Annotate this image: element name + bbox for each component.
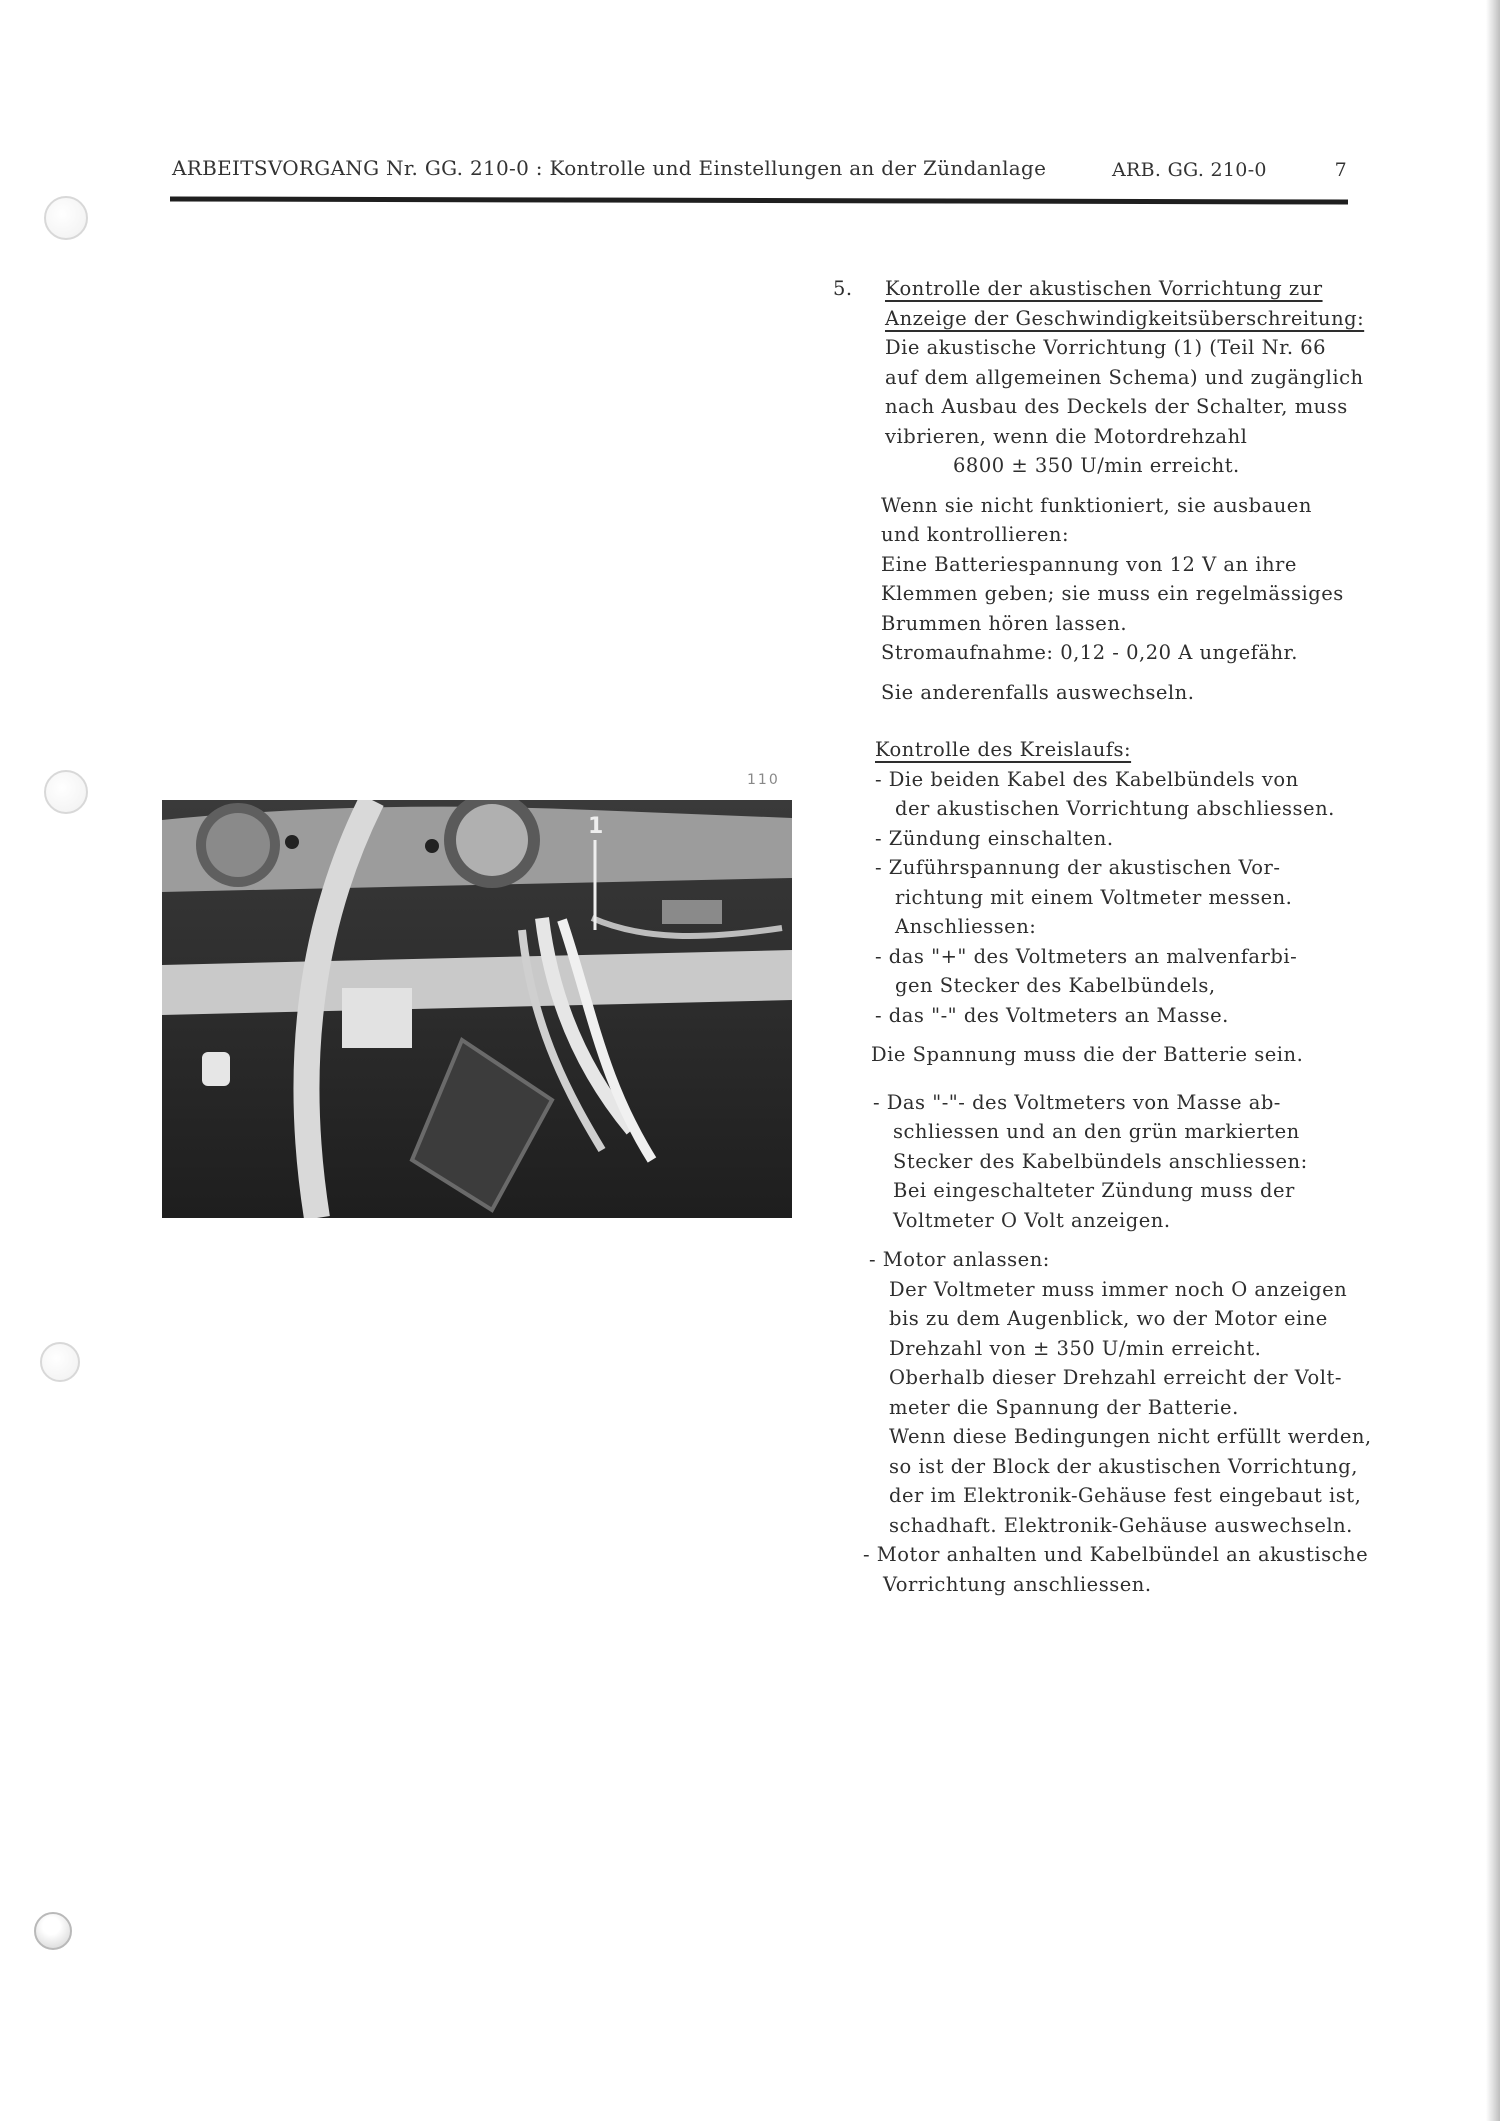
circuit-line: Anschliessen: [895,915,1037,938]
section-heading-line-2: Anzeige der Geschwindigkeitsüberschreitung: [885,306,1365,330]
disconnect-line: Voltmeter O Volt anzeigen. [893,1208,1171,1232]
page-header [172,156,1347,188]
replace-line: Sie anderenfalls auswechseln. [881,680,1195,704]
final-line: - Motor anhalten und Kabelbündel an akustische [863,1543,1369,1566]
start-line: Der Voltmeter muss immer noch O anzeigen [889,1277,1348,1301]
start-line: meter die Spannung der Batterie. [889,1395,1239,1419]
page-edge-shadow [1486,0,1500,2121]
check-line: Wenn sie nicht funktioniert, sie ausbauen [881,493,1312,517]
figure-callout-1: 1 [588,814,604,839]
circuit-heading: Kontrolle des Kreislaufs: [875,738,1132,761]
header-reference: ARB. GG. 210-0 [1112,159,1267,181]
circuit-line: der akustischen Vorrichtung abschliessen. [895,797,1335,820]
final-line: Vorrichtung anschliessen. [883,1572,1152,1596]
voltage-line: Die Spannung muss die der Batterie sein. [871,1043,1304,1066]
circuit-line: gen Stecker des Kabelbündels, [895,974,1216,997]
start-line: Oberhalb dieser Drehzahl erreicht der Volt- [889,1366,1342,1389]
check-line: Klemmen geben; sie muss ein regelmässiges [881,582,1344,605]
circuit-line: - Die beiden Kabel des Kabelbündels von [875,767,1299,791]
disconnect-line: Stecker des Kabelbündels anschliessen: [893,1149,1308,1173]
disconnect-line: schliessen und an den grün markierten [893,1120,1300,1143]
circuit-line: - Zuführspannung der akustischen Vor- [875,856,1281,879]
start-line: der im Elektronik-Gehäuse fest eingebaut ist, [889,1484,1362,1507]
punch-hole-1 [44,196,88,240]
punch-hole-4 [34,1912,72,1950]
intro-line: nach Ausbau des Deckels der Schalter, muss [885,395,1348,418]
intro-line: vibrieren, wenn die Motordrehzahl [885,424,1248,448]
figure-label: 110 [747,772,780,788]
circuit-line: richtung mit einem Voltmeter messen. [895,885,1293,909]
intro-line: Die akustische Vorrichtung (1) (Teil Nr. 66 [885,336,1327,359]
punch-hole-3 [40,1342,80,1382]
intro-line: auf dem allgemeinen Schema) und zugänglich [885,365,1364,389]
dashboard-photo [162,800,792,1218]
section-number: 5. [833,277,853,300]
disconnect-line: - Das "-"- des Voltmeters von Masse ab- [873,1090,1281,1114]
rpm-line: 6800 ± 350 U/min erreicht. [953,454,1240,477]
check-line: Stromaufnahme: 0,12 - 0,20 A ungefähr. [881,641,1298,664]
circuit-line: - Zündung einschalten. [875,826,1114,850]
start-line: - Motor anlassen: [869,1248,1050,1271]
start-line: Wenn diese Bedingungen nicht erfüllt werden, [889,1425,1372,1448]
page-number: 7 [1334,159,1347,181]
disconnect-line: Bei eingeschalteter Zündung muss der [893,1179,1295,1202]
circuit-line: - das "+" des Voltmeters an malvenfarbi- [875,944,1298,968]
start-line: schadhaft. Elektronik-Gehäuse auswechseln. [889,1513,1353,1537]
check-line: und kontrollieren: [881,523,1070,546]
dashboard-photo-graphic [162,800,792,1218]
header-rule [170,196,1348,204]
start-line: so ist der Block der akustischen Vorrichtung, [889,1454,1358,1478]
header-title: ARBEITSVORGANG Nr. GG. 210-0 : Kontrolle und Einstellungen an der Zündanlage [172,156,1047,180]
punch-hole-2 [44,770,88,814]
procedure-text [833,274,1372,1599]
start-line: bis zu dem Augenblick, wo der Motor eine [889,1307,1328,1330]
check-line: Brummen hören lassen. [881,611,1128,635]
check-line: Eine Batteriespannung von 12 V an ihre [881,552,1297,576]
section-heading-line-1: Kontrolle der akustischen Vorrichtung zur [885,277,1323,300]
start-line: Drehzahl von ± 350 U/min erreicht. [889,1336,1262,1360]
circuit-line: - das "-" des Voltmeters an Masse. [875,1003,1229,1027]
